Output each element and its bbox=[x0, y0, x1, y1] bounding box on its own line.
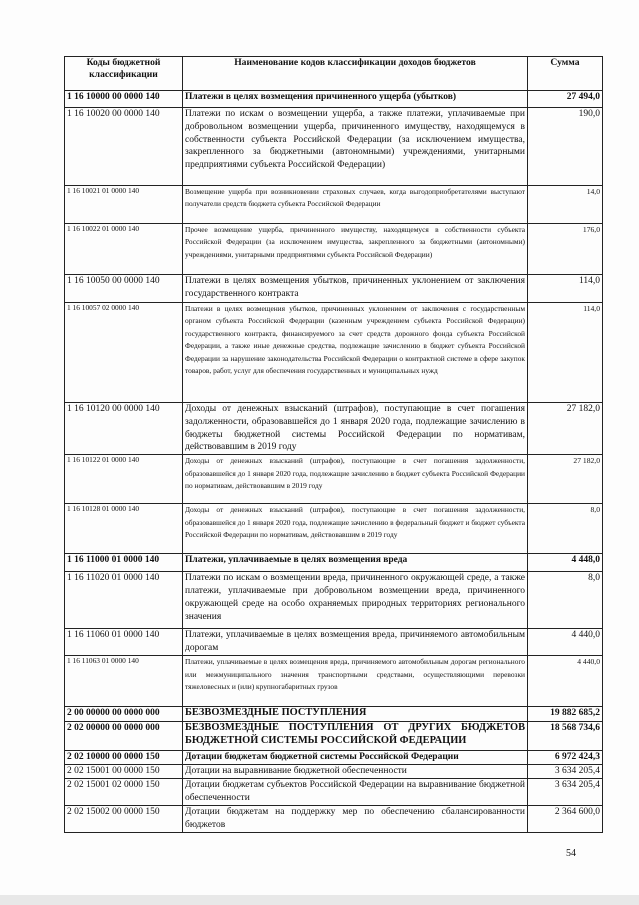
row-name: Доходы от денежных взысканий (штрафов), поступающие в счет погашения задолженности, образовавшейся до 1 января 2020 года, подлежащие зачислению в бюджет субъекта Российской Федерации по нормативам, действовавшим в 2019 году bbox=[183, 455, 528, 504]
table-row bbox=[65, 303, 603, 403]
table-row bbox=[65, 108, 603, 186]
table-row bbox=[65, 224, 603, 275]
row-sum: 6 972 424,3 bbox=[528, 751, 603, 765]
row-code: 1 16 11060 01 0000 140 bbox=[65, 629, 183, 656]
table-header-row bbox=[65, 57, 603, 91]
row-name: Платежи по искам о возмещении ущерба, а также платежи, уплачиваемые при добровольном возмещении ущерба, причиненного имуществу, находящемуся в собственности субъекта Российской Федерации (за исключением имущества, закрепленного за бюджетными (автономными) учреждениями, унитарными предприятиями субъекта Российской Федерации) bbox=[183, 108, 528, 186]
header-name: Наименование кодов классификации доходов бюджетов bbox=[183, 57, 528, 91]
row-code: 1 16 10057 02 0000 140 bbox=[65, 303, 183, 403]
row-code: 1 16 10000 00 0000 140 bbox=[65, 91, 183, 108]
row-name: Дотации бюджетам субъектов Российской Федерации на выравнивание бюджетной обеспеченности bbox=[183, 779, 528, 806]
table-row bbox=[65, 572, 603, 629]
row-sum: 114,0 bbox=[528, 303, 603, 403]
row-sum: 114,0 bbox=[528, 275, 603, 303]
row-name: Доходы от денежных взысканий (штрафов), поступающие в счет погашения задолженности, образовавшейся до 1 января 2020 года, подлежащие зачислению в федеральный бюджет и бюджет субъекта Российской Федерации по нормативам, действовавшим в 2019 году bbox=[183, 504, 528, 554]
row-sum: 27 182,0 bbox=[528, 455, 603, 504]
row-sum: 3 634 205,4 bbox=[528, 779, 603, 806]
table-row bbox=[65, 656, 603, 707]
row-code: 1 16 11000 01 0000 140 bbox=[65, 554, 183, 572]
row-name: Платежи по искам о возмещении вреда, причиненного окружающей среде, а также платежи, уплачиваемые при добровольном возмещении вреда, причиненного окружающей среде на особо охраняемых природных территориях регионального значения bbox=[183, 572, 528, 629]
header-sum: Сумма bbox=[528, 57, 603, 91]
row-name: Прочее возмещение ущерба, причиненного имуществу, находящемуся в собственности субъекта Российской Федерации (за исключением имущества, закрепленного за бюджетными (автономными) учреждениями, унитарными предприятиями субъекта Российской Федерации) bbox=[183, 224, 528, 275]
table-row bbox=[65, 455, 603, 504]
row-name: Возмещение ущерба при возникновении страховых случаев, когда выгодоприобретателями выступают получатели средств бюджета субъекта Российской Федерации bbox=[183, 186, 528, 224]
row-sum: 14,0 bbox=[528, 186, 603, 224]
row-code: 1 16 10050 00 0000 140 bbox=[65, 275, 183, 303]
page-number: 54 bbox=[566, 848, 576, 859]
row-code: 2 02 15001 00 0000 150 bbox=[65, 765, 183, 779]
header-code: Коды бюджетной классификации bbox=[65, 57, 183, 91]
row-sum: 8,0 bbox=[528, 572, 603, 629]
row-code: 1 16 10128 01 0000 140 bbox=[65, 504, 183, 554]
page-edge-shadow bbox=[0, 895, 639, 905]
row-name: Платежи в целях возмещения убытков, причиненных уклонением от заключения с государственным органом субъекта Российской Федерации (казенным учреждением субъекта Российской Федерации) государственного контракта, финансируемого за счет средств дорожного фонда субъекта Российской Федерации, а также иные денежные средства, подлежащие зачислению в бюджет субъекта Российской Федерации за нарушение законодательства Российской Федерации о контрактной системе в сфере закупок товаров, работ, услуг для обеспечения государственных и муниципальных нужд bbox=[183, 303, 528, 403]
row-sum: 4 440,0 bbox=[528, 656, 603, 707]
row-name: Платежи, уплачиваемые в целях возмещения вреда bbox=[183, 554, 528, 572]
row-code: 2 00 00000 00 0000 000 bbox=[65, 707, 183, 722]
row-sum: 4 448,0 bbox=[528, 554, 603, 572]
row-name: Доходы от денежных взысканий (штрафов), поступающие в счет погашения задолженности, образовавшейся до 1 января 2020 года, подлежащие зачислению в бюджеты бюджетной системы Российской Федерации по нормативам, действовавшим в 2019 году bbox=[183, 403, 528, 455]
table-row bbox=[65, 751, 603, 765]
table-row bbox=[65, 722, 603, 751]
row-name: Дотации бюджетам на поддержку мер по обеспечению сбалансированности бюджетов bbox=[183, 806, 528, 833]
row-name: БЕЗВОЗМЕЗДНЫЕ ПОСТУПЛЕНИЯ ОТ ДРУГИХ БЮДЖЕТОВ БЮДЖЕТНОЙ СИСТЕМЫ РОССИЙСКОЙ ФЕДЕРАЦИИ bbox=[183, 722, 528, 751]
table-row bbox=[65, 779, 603, 806]
table-row bbox=[65, 629, 603, 656]
row-sum: 27 494,0 bbox=[528, 91, 603, 108]
row-name: Платежи в целях возмещения убытков, причиненных уклонением от заключения государственного контракта bbox=[183, 275, 528, 303]
row-code: 1 16 10122 01 0000 140 bbox=[65, 455, 183, 504]
table-row bbox=[65, 554, 603, 572]
row-name: Дотации бюджетам бюджетной системы Российской Федерации bbox=[183, 751, 528, 765]
row-sum: 3 634 205,4 bbox=[528, 765, 603, 779]
row-sum: 190,0 bbox=[528, 108, 603, 186]
table-row bbox=[65, 765, 603, 779]
row-code: 1 16 10120 00 0000 140 bbox=[65, 403, 183, 455]
row-name: Дотации на выравнивание бюджетной обеспеченности bbox=[183, 765, 528, 779]
row-name: Платежи, уплачиваемые в целях возмещения вреда, причиняемого автомобильным дорогам bbox=[183, 629, 528, 656]
row-code: 2 02 15001 02 0000 150 bbox=[65, 779, 183, 806]
row-sum: 27 182,0 bbox=[528, 403, 603, 455]
table-row bbox=[65, 707, 603, 722]
table-row bbox=[65, 403, 603, 455]
row-code: 2 02 15002 00 0000 150 bbox=[65, 806, 183, 833]
row-code: 1 16 10020 00 0000 140 bbox=[65, 108, 183, 186]
row-sum: 2 364 600,0 bbox=[528, 806, 603, 833]
row-sum: 176,0 bbox=[528, 224, 603, 275]
row-code: 1 16 10022 01 0000 140 bbox=[65, 224, 183, 275]
row-sum: 4 440,0 bbox=[528, 629, 603, 656]
table-row bbox=[65, 91, 603, 108]
row-code: 1 16 10021 01 0000 140 bbox=[65, 186, 183, 224]
row-name: БЕЗВОЗМЕЗДНЫЕ ПОСТУПЛЕНИЯ bbox=[183, 707, 528, 722]
table-row bbox=[65, 275, 603, 303]
row-code: 1 16 11063 01 0000 140 bbox=[65, 656, 183, 707]
row-code: 2 02 00000 00 0000 000 bbox=[65, 722, 183, 751]
row-name: Платежи, уплачиваемые в целях возмещения вреда, причиняемого автомобильным дорогам регионального или межмуниципального значения транспортными средствами, осуществляющими перевозки тяжеловесных и (или) крупногабаритных грузов bbox=[183, 656, 528, 707]
table-row bbox=[65, 504, 603, 554]
row-sum: 19 882 685,2 bbox=[528, 707, 603, 722]
table-row bbox=[65, 186, 603, 224]
budget-revenue-table bbox=[64, 56, 603, 833]
row-sum: 8,0 bbox=[528, 504, 603, 554]
row-code: 2 02 10000 00 0000 150 bbox=[65, 751, 183, 765]
table-row bbox=[65, 806, 603, 833]
row-code: 1 16 11020 01 0000 140 bbox=[65, 572, 183, 629]
row-sum: 18 568 734,6 bbox=[528, 722, 603, 751]
row-name: Платежи в целях возмещения причиненного ущерба (убытков) bbox=[183, 91, 528, 108]
